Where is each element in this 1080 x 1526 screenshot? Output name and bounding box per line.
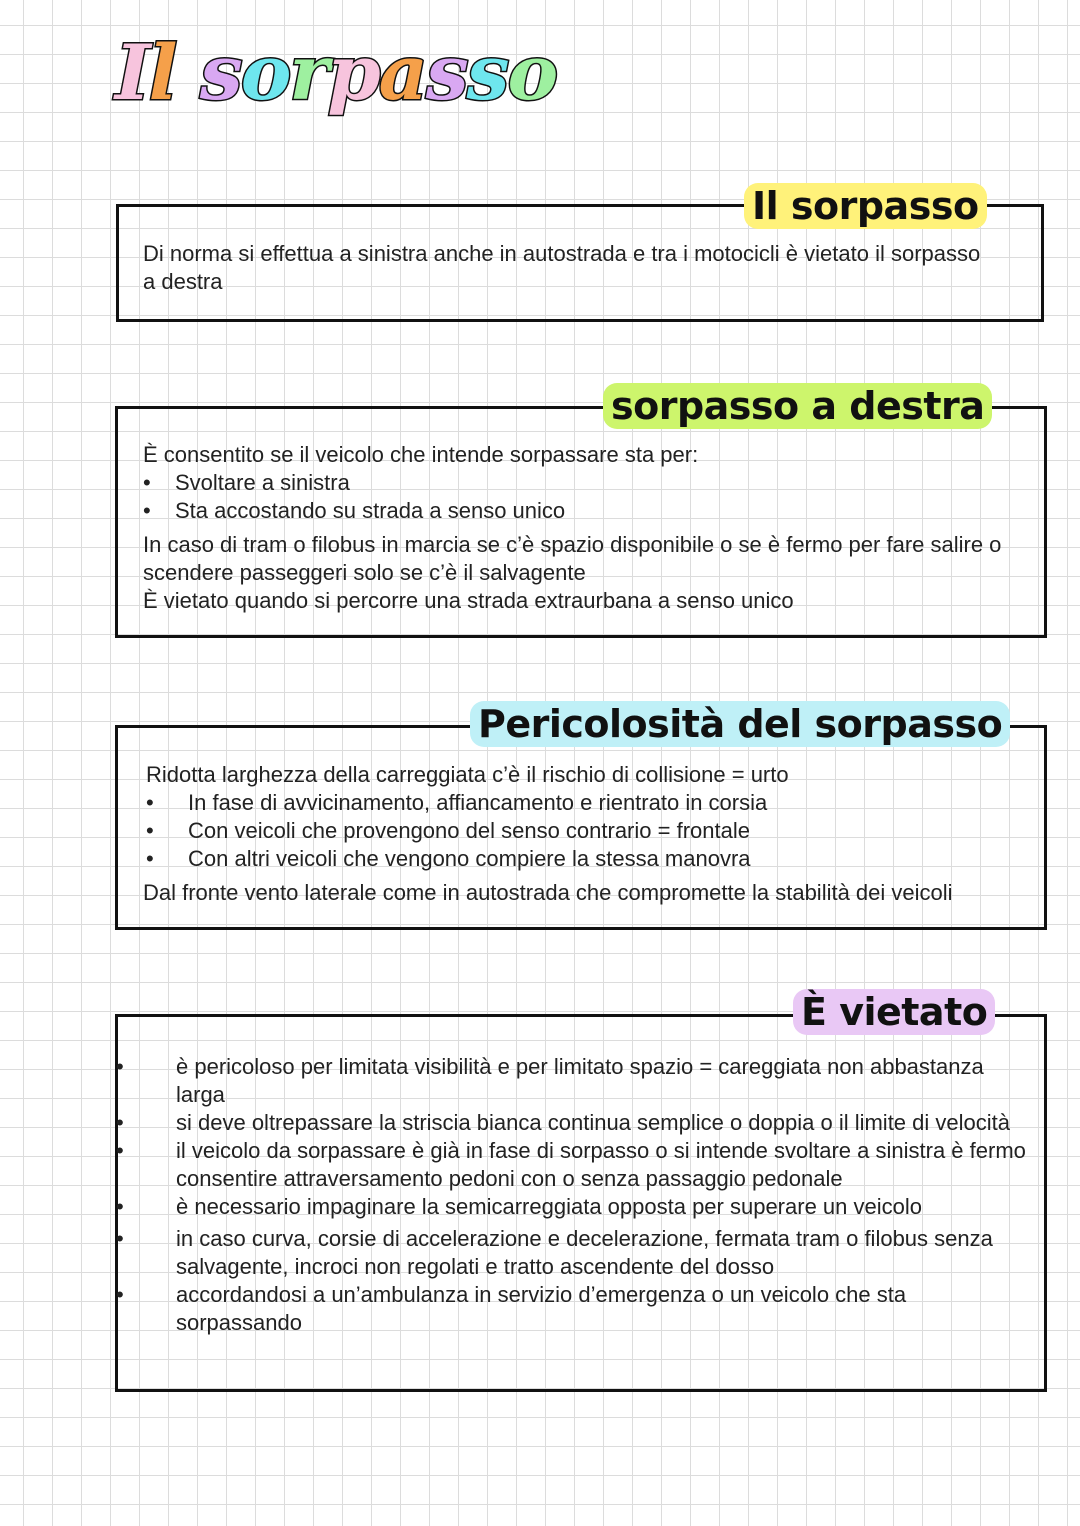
title-letter: I xyxy=(115,28,149,117)
paragraph: Dal fronte vento laterale come in autostrada che compromette la stabilità dei veicoli xyxy=(143,880,953,905)
title-letter: o xyxy=(507,28,557,117)
section-heading: Il sorpasso xyxy=(744,183,987,229)
list-item: • il veicolo da sorpassare è già in fase di sorpasso o si intende svoltare a sinistra è fermo consentire attraversamento pedoni con o senza passaggio pedonale xyxy=(116,1137,1036,1193)
section-heading: Pericolosità del sorpasso xyxy=(470,701,1010,747)
list-item: • Sta accostando su strada a senso unico xyxy=(143,497,1023,525)
list-item: • Con altri veicoli che vengono compiere la stessa manovra xyxy=(146,845,1036,873)
intro-text: È consentito se il veicolo che intende sorpassare sta per: xyxy=(143,442,699,467)
section-body xyxy=(143,761,1036,907)
list-item: • è pericoloso per limitata visibilità e per limitato spazio = careggiata non abbastanza larga xyxy=(116,1053,1036,1109)
list-item: • Svoltare a sinistra xyxy=(143,469,1023,497)
title-letter: s xyxy=(425,28,467,117)
title-letter: r xyxy=(289,28,328,117)
section-body xyxy=(143,441,1023,615)
paragraph: È vietato quando si percorre una strada extraurbana a senso unico xyxy=(143,588,794,613)
page-title xyxy=(115,28,556,117)
list-item: • accordandosi a un’ambulanza in servizio d’emergenza o un veicolo che sta sorpassando xyxy=(116,1281,1036,1337)
section-body xyxy=(116,1053,1036,1337)
intro-text: Ridotta larghezza della carreggiata c’è il rischio di collisione = urto xyxy=(146,762,789,787)
section-heading: sorpasso a destra xyxy=(603,383,992,429)
title-letter: s xyxy=(199,28,241,117)
list-item: • si deve oltrepassare la striscia bianca continua semplice o doppia o il limite di velocità xyxy=(116,1109,1036,1137)
title-letter: a xyxy=(378,28,426,117)
paragraph: Di norma si effettua a sinistra anche in autostrada e tra i motocicli è vietato il sorpasso a destra xyxy=(143,241,981,294)
list-item: • in caso curva, corsie di accelerazione e decelerazione, fermata tram o filobus senza salvagente, incroci non regolati e tratto ascendente del dosso xyxy=(116,1225,1036,1281)
paragraph: In caso di tram o filobus in marcia se c’è spazio disponibile o se è fermo per fare salire o scendere passeggeri solo se c’è il salvagente xyxy=(143,532,1002,585)
title-letter: l xyxy=(148,28,176,117)
title-letter: p xyxy=(327,28,379,117)
title-letter xyxy=(175,28,199,117)
section-heading: È vietato xyxy=(793,989,995,1035)
list-item: • è necessario impaginare la semicarreggiata opposta per superare un veicolo xyxy=(116,1193,1036,1221)
title-letter: s xyxy=(466,28,508,117)
title-letter: o xyxy=(240,28,290,117)
list-item: • Con veicoli che provengono del senso contrario = frontale xyxy=(146,817,1036,845)
list-item: • In fase di avvicinamento, affiancamento e rientrato in corsia xyxy=(146,789,1036,817)
section-body xyxy=(143,240,983,296)
